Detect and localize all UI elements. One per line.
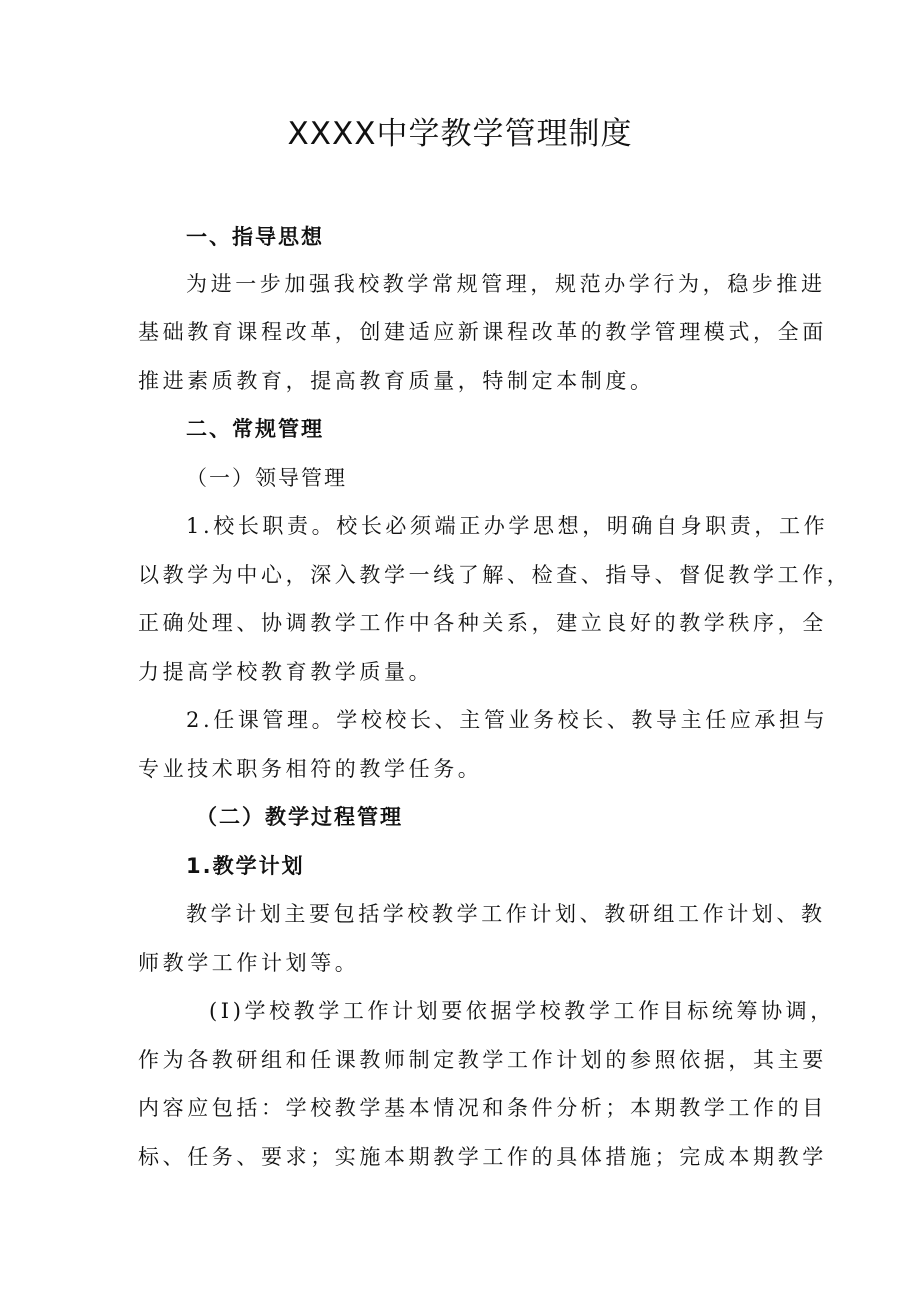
item-heading-teaching-plan: 1.教学计划 [186,854,305,878]
paragraph-line: 推进素质教育，提高教育质量，特制定本制度。 [138,369,655,393]
paragraph-line: 标、任务、要求；实施本期教学工作的具体措施；完成本期教学 [138,1145,827,1169]
paragraph-line: 1.校长职责。校长必须端正办学思想，明确自身职责，工作 [186,514,829,538]
paragraph-line: (I)学校教学工作计划要依据学校教学工作目标统筹协调， [209,999,835,1023]
document-title: XXXX中学教学管理制度 [287,116,633,152]
paragraph-line: 教学计划主要包括学校教学工作计划、教研组工作计划、教 [186,902,826,926]
section-heading-routine-management: 二、常规管理 [186,417,324,441]
paragraph-line: 2.任课管理。学校校长、主管业务校长、教导主任应承担与 [186,708,829,732]
paragraph-line: 力提高学校教育教学质量。 [138,660,434,684]
paragraph-line: 以教学为中心，深入教学一线了解、检查、指导、督促教学工作， [138,563,852,587]
paragraph-line: 内容应包括：学校教学基本情况和条件分析；本期教学工作的目 [138,1096,827,1120]
subsection-heading-teaching-process: （二）教学过程管理 [196,805,403,829]
paragraph-line: 为进一步加强我校教学常规管理，规范办学行为，稳步推进 [186,272,826,296]
paragraph-line: 作为各教研组和任课教师制定教学工作计划的参照依据，其主要 [138,1048,827,1072]
subsection-heading-leadership: （一）领导管理 [186,466,347,490]
section-heading-guiding-thought: 一、指导思想 [186,225,324,249]
paragraph-line: 专业技术职务相符的教学任务。 [138,757,483,781]
paragraph-line: 师教学工作计划等。 [138,951,360,975]
paragraph-line: 正确处理、协调教学工作中各种关系，建立良好的教学秩序，全 [138,611,827,635]
paragraph-line: 基础教育课程改革，创建适应新课程改革的教学管理模式，全面 [138,320,827,344]
